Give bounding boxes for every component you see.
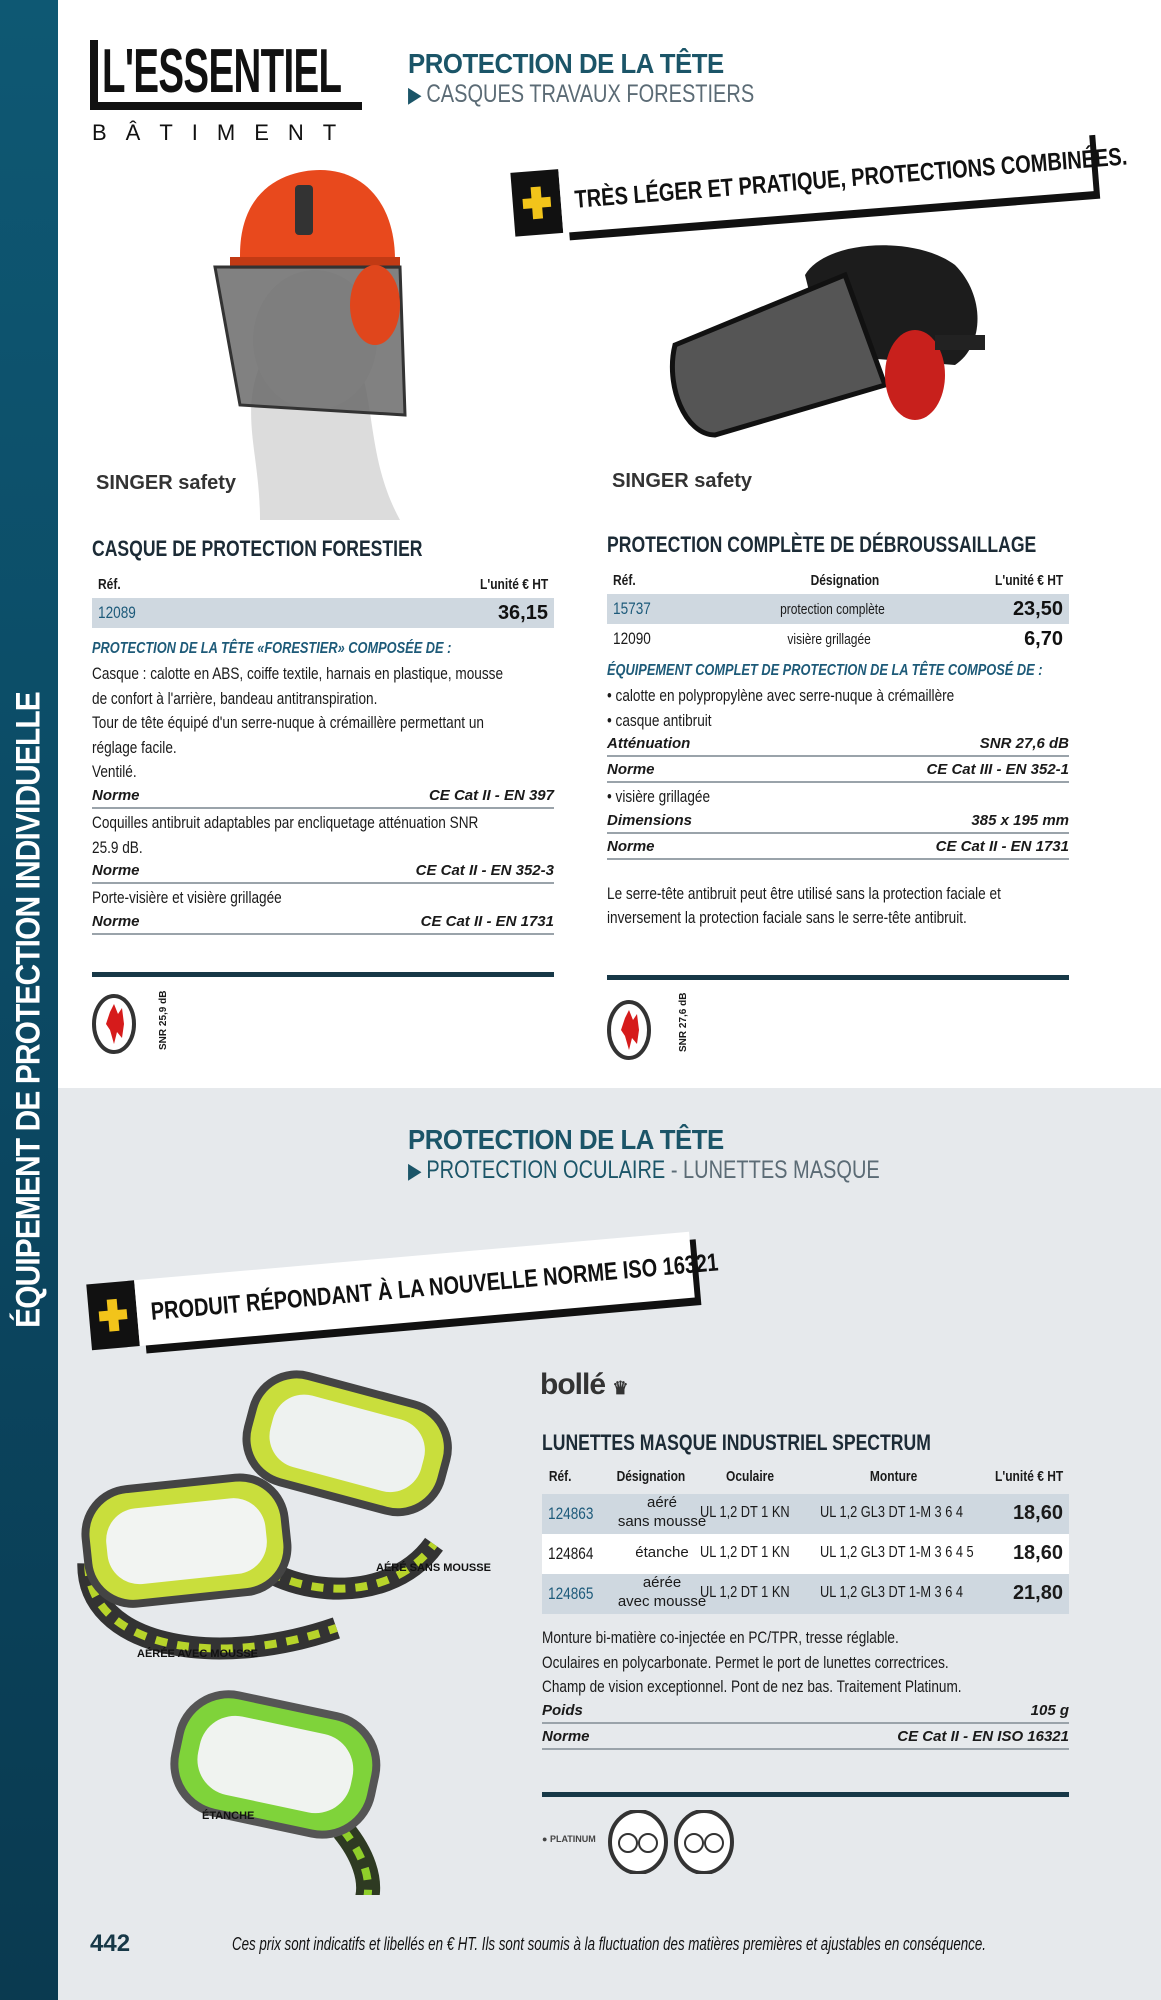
divider xyxy=(607,975,1069,980)
banner-text: PRODUIT RÉPONDANT À LA NOUVELLE NORME ISO 16321 xyxy=(149,1247,720,1326)
price-cell: 23,50 xyxy=(1012,597,1063,620)
table-header xyxy=(542,1468,1069,1494)
anti-fog-icon xyxy=(610,1811,666,1873)
ref-cell: 124863 xyxy=(548,1504,594,1523)
lens-feature-icons xyxy=(608,1810,738,1874)
anti-scratch-icon xyxy=(676,1811,732,1873)
ear-protection-icon xyxy=(607,1000,651,1060)
header-ref: Réf. xyxy=(548,1468,572,1485)
spec-row: Norme CE Cat III - EN 352-1 xyxy=(607,759,1069,783)
table-row[interactable] xyxy=(542,1574,1069,1614)
monture-cell: UL 1,2 GL3 DT 1-M 3 6 4 xyxy=(820,1584,963,1601)
designation-cell: aéré xyxy=(646,1494,678,1511)
divider xyxy=(92,972,554,977)
description-line: Monture bi-matière co-injectée en PC/TPR, tresse réglable. xyxy=(542,1628,899,1647)
header-price: L'unité € HT xyxy=(479,576,548,593)
logo-text: L'ESSENTIEL xyxy=(102,37,342,106)
description-line: Porte-visière et visière grillagée xyxy=(92,888,282,908)
brand-text: SINGER safety xyxy=(96,472,237,494)
oculaire-cell: UL 1,2 DT 1 KN xyxy=(700,1504,790,1521)
snr-label: SNR 27,6 dB xyxy=(678,992,689,1052)
ref-cell: 124865 xyxy=(548,1584,594,1603)
plus-icon xyxy=(522,186,552,220)
bullet-item: visière grillagée xyxy=(615,787,711,807)
brand-text: bollé xyxy=(540,1368,606,1401)
brand-text: SINGER safety xyxy=(612,470,753,492)
note-line: Le serre-tête antibruit peut être utilisé sans la protection faciale et xyxy=(607,883,1001,903)
table-row[interactable] xyxy=(92,598,554,628)
page-number: 442 xyxy=(90,1930,131,1957)
section-title: PROTECTION DE LA TÊTE xyxy=(408,48,724,79)
note-line: inversement la protection faciale sans le serre-tête antibruit. xyxy=(607,908,967,928)
ear-protection-icon xyxy=(92,994,136,1054)
triangle-right-icon: ▶ xyxy=(408,82,422,107)
plus-icon xyxy=(98,1298,129,1332)
header-monture: Monture xyxy=(869,1468,918,1485)
description-line: Champ de vision exceptionnel. Pont de nez bas. Traitement Platinum. xyxy=(542,1677,962,1697)
description-line: Ventilé. xyxy=(92,762,137,782)
section2-header xyxy=(408,1124,998,1185)
goggle-label-aeree: AÉRÉE AVEC MOUSSE xyxy=(137,1648,259,1660)
table-row[interactable] xyxy=(607,594,1069,624)
goggles-images xyxy=(70,1335,510,1895)
header-ref: Réf. xyxy=(613,572,636,589)
product-title: CASQUE DE PROTECTION FORESTIER xyxy=(92,536,423,561)
price-disclaimer: Ces prix sont indicatifs et libellés en € HT. Ils sont soumis à la fluctuation des matières premières et ajustables en conséquence. xyxy=(232,1934,986,1954)
ref-cell: 15737 xyxy=(613,599,651,618)
bullet-item: casque antibruit xyxy=(615,710,712,730)
brushcutting-helmet-image xyxy=(655,235,1005,450)
section1-header xyxy=(408,48,841,109)
sidebar-vertical-title: ÉQUIPEMENT DE PROTECTION INDIVIDUELLE xyxy=(9,692,48,1328)
singer-logo-2 xyxy=(612,470,752,493)
spec-row: Norme CE Cat II - EN 352-3 xyxy=(92,860,554,884)
sidebar xyxy=(0,0,58,2000)
designation-cell-line2: sans mousse xyxy=(617,1513,707,1530)
description-line: 25.9 dB. xyxy=(92,837,143,857)
section-title: PROTECTION DE LA TÊTE xyxy=(408,1124,724,1155)
description-line: Coquilles antibruit adaptables par encliquetage atténuation SNR xyxy=(92,812,479,832)
price-cell: 21,80 xyxy=(1012,1582,1063,1604)
singer-logo xyxy=(96,472,236,495)
goggle-aeree xyxy=(80,1469,337,1663)
subtitle-separator: - xyxy=(665,1156,684,1184)
feature-banner xyxy=(510,127,1129,236)
goggle-label-etanche: ÉTANCHE xyxy=(202,1810,255,1822)
logo-subtitle: BÂTIMENT xyxy=(92,120,356,145)
ref-cell: 12090 xyxy=(613,629,651,648)
forestry-helmet-image xyxy=(200,165,430,520)
spec-row: Norme CE Cat II - EN 1731 xyxy=(92,911,554,935)
platinum-label: ● PLATINUM xyxy=(542,1834,596,1844)
spec-row: Poids 105 g xyxy=(542,1700,1069,1724)
header-designation: Désignation xyxy=(810,572,880,589)
oculaire-cell: UL 1,2 DT 1 KN xyxy=(700,1544,790,1561)
description-line: Oculaires en polycarbonate. Permet le port de lunettes correctrices. xyxy=(542,1652,949,1672)
section-subtitle: PROTECTION OCULAIRE xyxy=(426,1156,666,1184)
designation-cell: aérée xyxy=(642,1574,682,1591)
monture-cell: UL 1,2 GL3 DT 1-M 3 6 4 5 xyxy=(820,1544,974,1561)
ref-cell: 124864 xyxy=(548,1544,594,1563)
goggle-etanche xyxy=(146,1685,402,1895)
crown-icon: ♛ xyxy=(612,1378,628,1398)
snr-label: SNR 25,9 dB xyxy=(158,990,169,1050)
spec-row: Dimensions 385 x 195 mm xyxy=(607,810,1069,834)
product-spectrum xyxy=(542,1428,1069,1752)
divider xyxy=(542,1792,1069,1797)
section-subtitle: CASQUES TRAVAUX FORESTIERS xyxy=(426,80,755,108)
section-subtitle-rest: LUNETTES MASQUE xyxy=(683,1156,880,1184)
spec-row: Norme CE Cat II - EN 397 xyxy=(92,785,554,809)
header-designation: Désignation xyxy=(616,1468,686,1485)
designation-cell-line2: avec mousse xyxy=(617,1593,707,1610)
header-price: L'unité € HT xyxy=(994,572,1063,589)
spec-row: Atténuation SNR 27,6 dB xyxy=(607,733,1069,757)
goggle-label-aere: AÉRÉ SANS MOUSSE xyxy=(376,1562,491,1574)
ref-cell: 12089 xyxy=(98,603,136,622)
table-row[interactable] xyxy=(542,1534,1069,1574)
spec-row: Norme CE Cat II - EN ISO 16321 xyxy=(542,1726,1069,1750)
header-ref: Réf. xyxy=(98,576,121,593)
designation-cell: étanche xyxy=(635,1544,689,1561)
bolle-logo xyxy=(540,1368,628,1402)
designation-cell: protection complète xyxy=(780,600,885,618)
description-line: Tour de tête équipé d'un serre-nuque à crémaillère permettant un xyxy=(92,713,484,733)
description-line: réglage facile. xyxy=(92,737,177,757)
product-casque-forestier xyxy=(92,534,554,937)
product-title: LUNETTES MASQUE INDUSTRIEL SPECTRUM xyxy=(542,1430,931,1455)
designation-cell: visière grillagée xyxy=(787,630,871,648)
spec-row: Norme CE Cat II - EN 1731 xyxy=(607,836,1069,860)
table-row[interactable] xyxy=(607,624,1069,654)
oculaire-cell: UL 1,2 DT 1 KN xyxy=(700,1584,790,1601)
product-title: PROTECTION COMPLÈTE DE DÉBROUSSAILLAGE xyxy=(607,532,1037,557)
monture-cell: UL 1,2 GL3 DT 1-M 3 6 4 xyxy=(820,1504,963,1521)
price-cell: 18,60 xyxy=(1012,1502,1063,1524)
price-cell: 18,60 xyxy=(1012,1542,1063,1564)
description-heading: ÉQUIPEMENT COMPLET DE PROTECTION DE LA TÊTE COMPOSÉ DE : xyxy=(607,662,1043,679)
table-row[interactable] xyxy=(542,1494,1069,1534)
price-cell: 6,70 xyxy=(1024,627,1063,650)
banner-text: TRÈS LÉGER ET PRATIQUE, PROTECTIONS COMBINÉES. xyxy=(573,141,1129,214)
price-cell: 36,15 xyxy=(497,601,548,624)
product-debroussaillage: PROTECTION COMPLÈTE DE DÉBROUSSAILLAGE Réf. Désignation L'unité € HT 15737 protection complète 23,50 12090 visière grillagée 6,70 ÉQUIPEMENT COMPLET DE PROTECTION DE LA TÊTE COMPOSÉ DE : • calotte en polypropylène avec serre-nuque à crémaillère • casque antibruit Atténuation SNR 27,6 dB Norme CE Cat III - EN 352-1 • visière grillagée Dimensions 385 x 195 mm Norme CE Cat II - EN 1731 Le serre-tête antibruit peut être utilisé sans la protection faciale et inversement la protection faciale sans le serre-tête antibruit. xyxy=(607,530,1069,931)
description-heading: PROTECTION DE LA TÊTE «FORESTIER» COMPOSÉE DE : xyxy=(92,640,452,657)
description-line: de confort à l'arrière, bandeau antitranspiration. xyxy=(92,688,378,708)
description-line: Casque : calotte en ABS, coiffe textile, harnais en plastique, mousse xyxy=(92,664,504,683)
bullet-item: calotte en polypropylène avec serre-nuque à crémaillère xyxy=(615,686,955,705)
logo xyxy=(90,37,362,110)
header-oculaire: Oculaire xyxy=(726,1468,775,1485)
triangle-right-icon: ▶ xyxy=(408,1158,422,1183)
header-price: L'unité € HT xyxy=(994,1468,1063,1485)
